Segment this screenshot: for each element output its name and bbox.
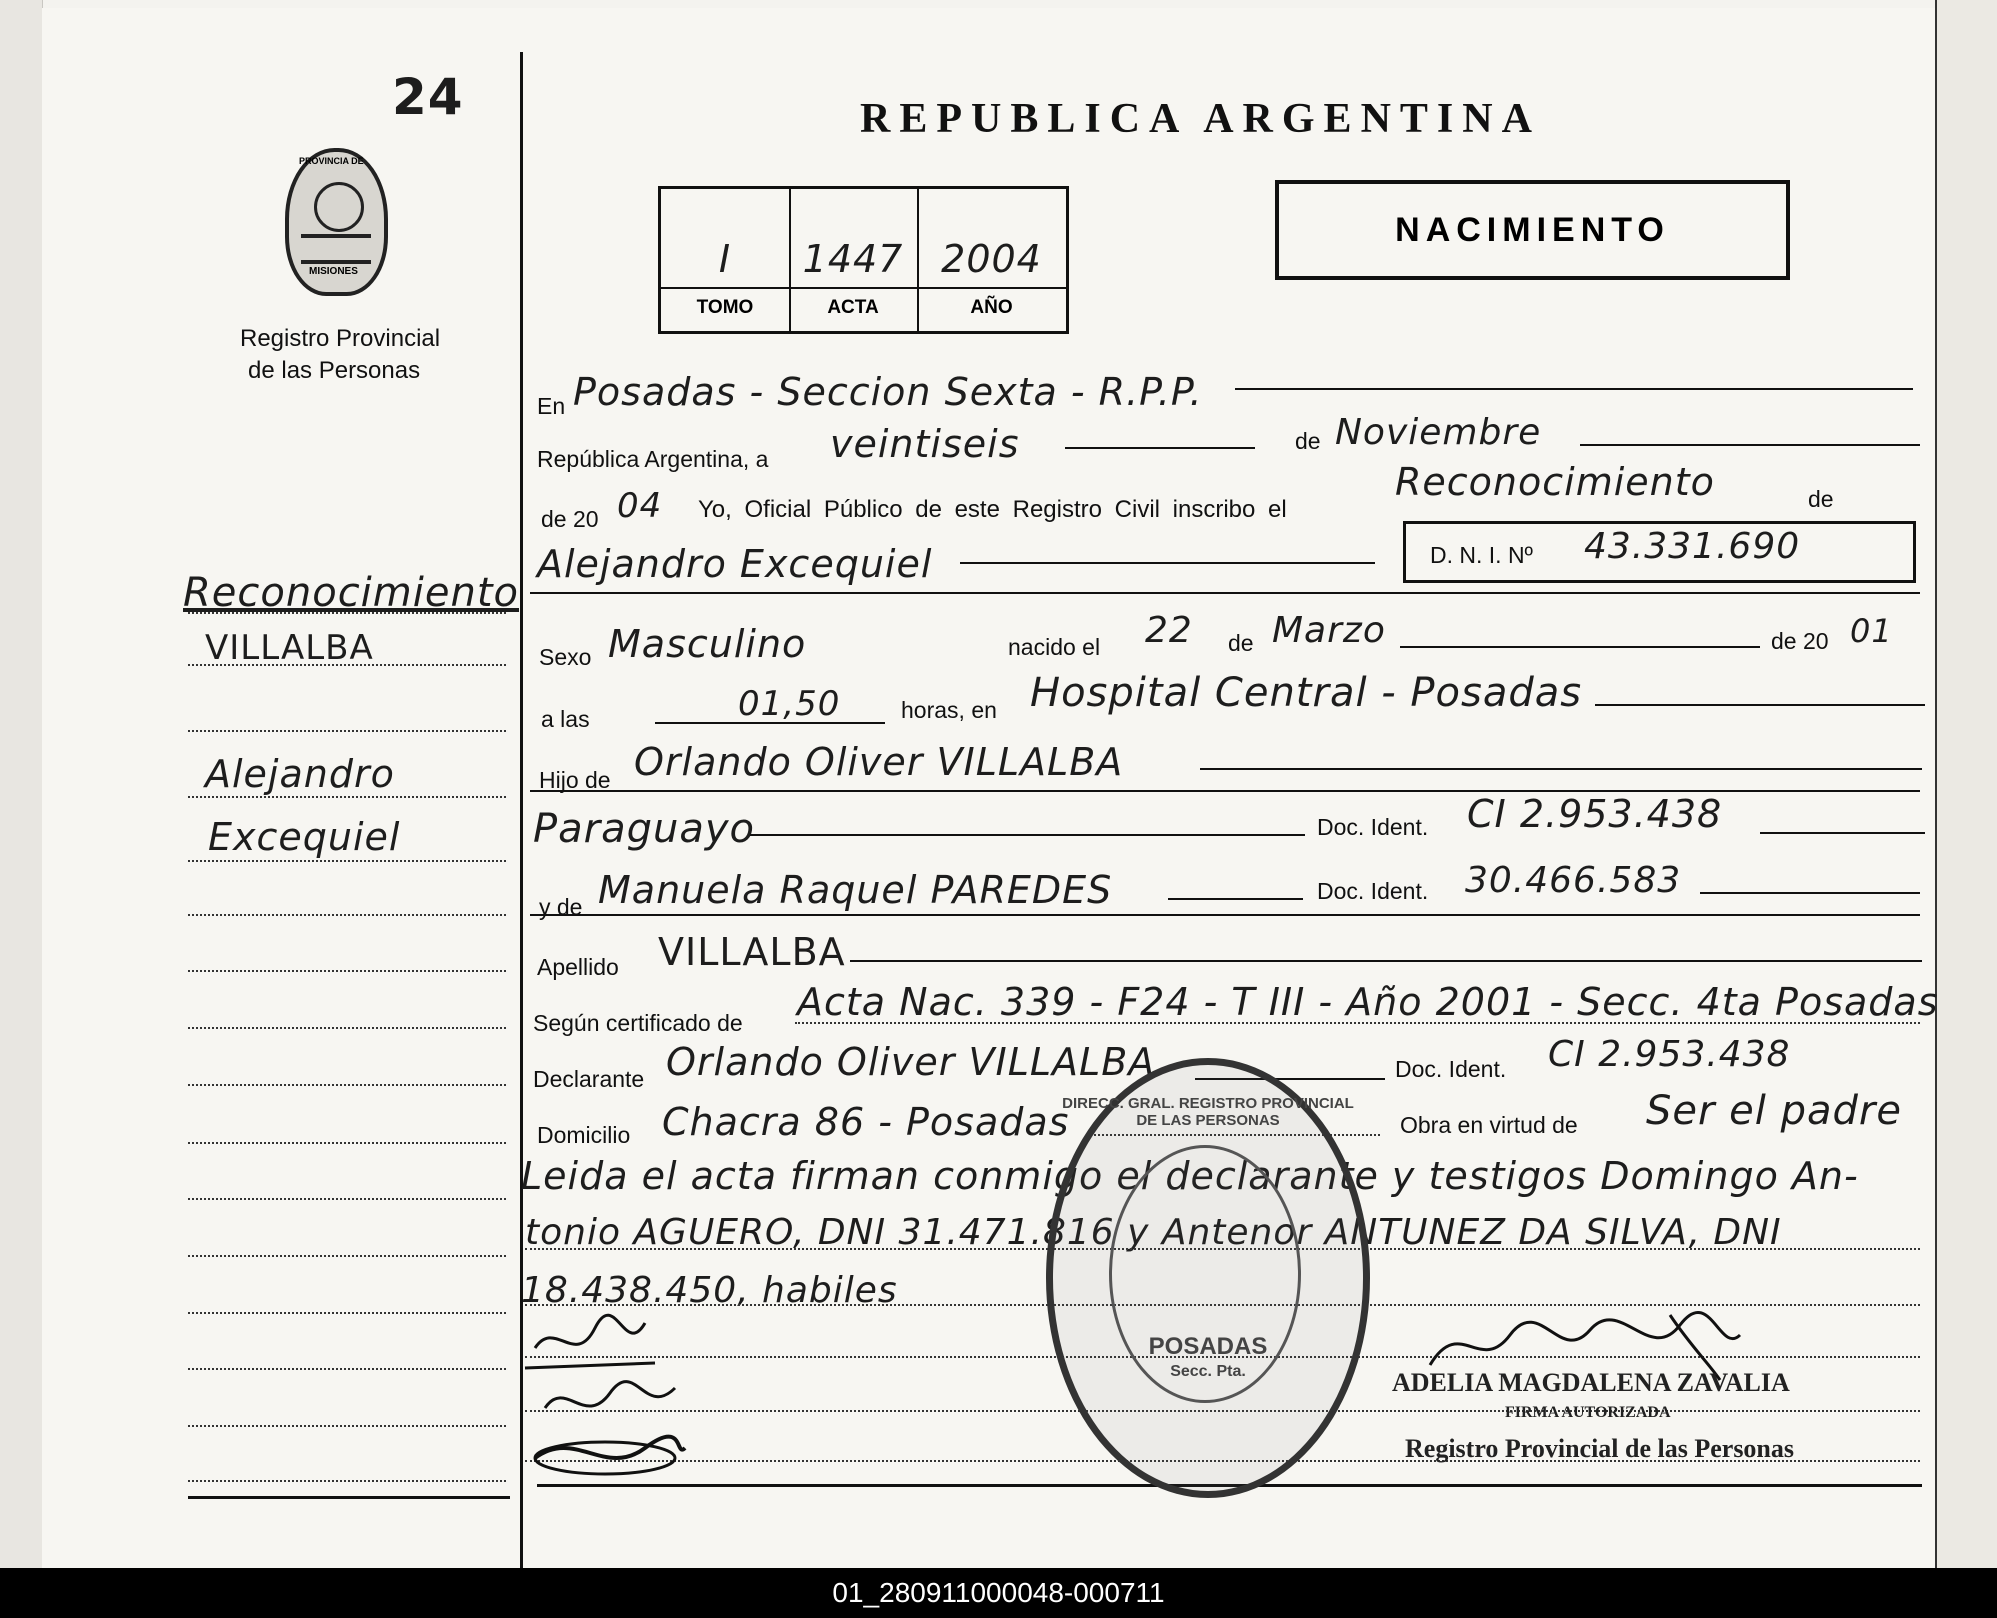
witness-signatures [515, 1308, 695, 1483]
year-suffix: 04 [617, 486, 663, 526]
emblem-bottom-text: MISIONES [309, 266, 358, 277]
seal-city: POSADAS [1148, 1333, 1268, 1360]
domicilio-label: Domicilio [537, 1122, 631, 1148]
country-title: REPUBLICA ARGENTINA [860, 96, 1541, 142]
birth-time: 01,50 [738, 684, 841, 724]
declarant-doc-label: Doc. Ident. [1395, 1056, 1507, 1082]
father-doc: CI 2.953.438 [1467, 792, 1723, 836]
place-value: Posadas - Seccion Sexta - R.P.P. [573, 370, 1203, 414]
margin-note-firstname: Alejandro [205, 752, 395, 796]
certificate-value: Acta Nac. 339 - F24 - T III - Año 2001 - Secc. 4ta Posadas [797, 980, 1939, 1024]
domicile-value: Chacra 86 - Posadas [662, 1100, 1070, 1144]
emblem-top-text: PROVINCIA DE [299, 156, 364, 166]
signatory-name: ADELIA MAGDALENA ZAVALIA [1392, 1368, 1790, 1397]
closing-line-1: Leida el acta firman conmigo el declarante y testigos Domingo An- [521, 1154, 1859, 1198]
acta-value: 1447 [802, 237, 904, 281]
father-nationality: Paraguayo [533, 806, 755, 852]
ano-value: 2004 [941, 237, 1042, 281]
surname-value: VILLALBA [658, 930, 846, 974]
ano-label: AÑO [970, 297, 1013, 318]
dni-box [1403, 521, 1916, 583]
a-las-label: a las [541, 706, 590, 732]
y-de-label: y de [539, 894, 583, 920]
margin-note-surname: VILLALBA [205, 628, 374, 668]
birth-year-suffix: 01 [1850, 612, 1893, 650]
binding-strip [0, 0, 43, 1568]
republica-label: República Argentina, a [537, 446, 769, 472]
province-emblem-icon [285, 148, 388, 296]
month-value: Noviembre [1335, 412, 1542, 453]
page-number: 24 [392, 68, 464, 126]
child-name-value: Alejandro Excequiel [537, 542, 933, 586]
official-seal [1046, 1058, 1370, 1498]
act-type-value: Reconocimiento [1395, 460, 1715, 504]
margin-note-act: Reconocimiento [183, 570, 519, 616]
record-type-box: NACIMIENTO [1275, 180, 1790, 280]
declarant-doc: CI 2.953.438 [1548, 1034, 1791, 1075]
closing-line-3: 18.438.450, habiles [521, 1270, 898, 1311]
mother-name: Manuela Raquel PAREDES [598, 868, 1113, 912]
declarant-name: Orlando Oliver VILLALBA [666, 1040, 1156, 1084]
hijo-label: Hijo de [539, 767, 611, 793]
seal-section: Secc. Pta. [1170, 1363, 1246, 1380]
sexo-label: Sexo [539, 644, 592, 670]
sexo-value: Masculino [608, 622, 807, 666]
margin-note-middlename: Excequiel [208, 815, 401, 859]
obra-label: Obra en virtud de [1400, 1112, 1578, 1138]
mother-doc: 30.466.583 [1465, 860, 1682, 901]
seal-outer-text: DIRECC. GRAL. REGISTRO PROVINCIAL DE LAS PERSONAS [1062, 1095, 1354, 1129]
day-value: veintiseis [830, 422, 1020, 466]
acta-label: ACTA [827, 297, 879, 318]
obra-value: Ser el padre [1646, 1088, 1902, 1134]
image-id-caption: 01_280911000048-000711 [0, 1568, 1997, 1618]
father-name: Orlando Oliver VILLALBA [634, 740, 1124, 784]
tomo-value: I [718, 237, 732, 281]
closing-line-2: tonio AGUERO, DNI 31.471.816 y Antenor ANTUNEZ DA SILVA, DNI [525, 1212, 1782, 1253]
registry-name-line1: Registro Provincial [240, 325, 441, 352]
birth-day: 22 [1145, 610, 1193, 651]
right-page-edge [1935, 0, 1997, 1568]
registry-name-line2: de las Personas [248, 357, 421, 384]
official-text: Yo, Oficial Público de este Registro Civil inscribo el [698, 496, 1287, 523]
tomo-label: TOMO [696, 297, 754, 318]
signatory-office: Registro Provincial de las Personas [1405, 1434, 1795, 1463]
birth-de-label: de [1228, 630, 1254, 656]
year-prefix: de 20 [541, 506, 599, 532]
horas-label: horas, en [901, 697, 997, 723]
dni-value: 43.331.690 [1584, 526, 1801, 567]
record-number-table [658, 186, 1069, 334]
birth-place: Hospital Central - Posadas [1030, 670, 1583, 716]
nacido-label: nacido el [1008, 634, 1101, 660]
de-label-2: de [1808, 486, 1834, 512]
apellido-label: Apellido [537, 954, 619, 980]
segun-label: Según certificado de [533, 1010, 743, 1036]
declarante-label: Declarante [533, 1066, 645, 1092]
dni-label: D. N. I. Nº [1430, 542, 1533, 568]
birth-year-prefix: de 20 [1771, 628, 1829, 654]
signatory-role: FIRMA AUTORIZADA [1505, 1404, 1671, 1421]
father-doc-label: Doc. Ident. [1317, 814, 1429, 840]
mother-doc-label: Doc. Ident. [1317, 878, 1429, 904]
de-label: de [1295, 428, 1321, 454]
birth-month: Marzo [1272, 610, 1386, 651]
en-label: En [537, 393, 566, 419]
